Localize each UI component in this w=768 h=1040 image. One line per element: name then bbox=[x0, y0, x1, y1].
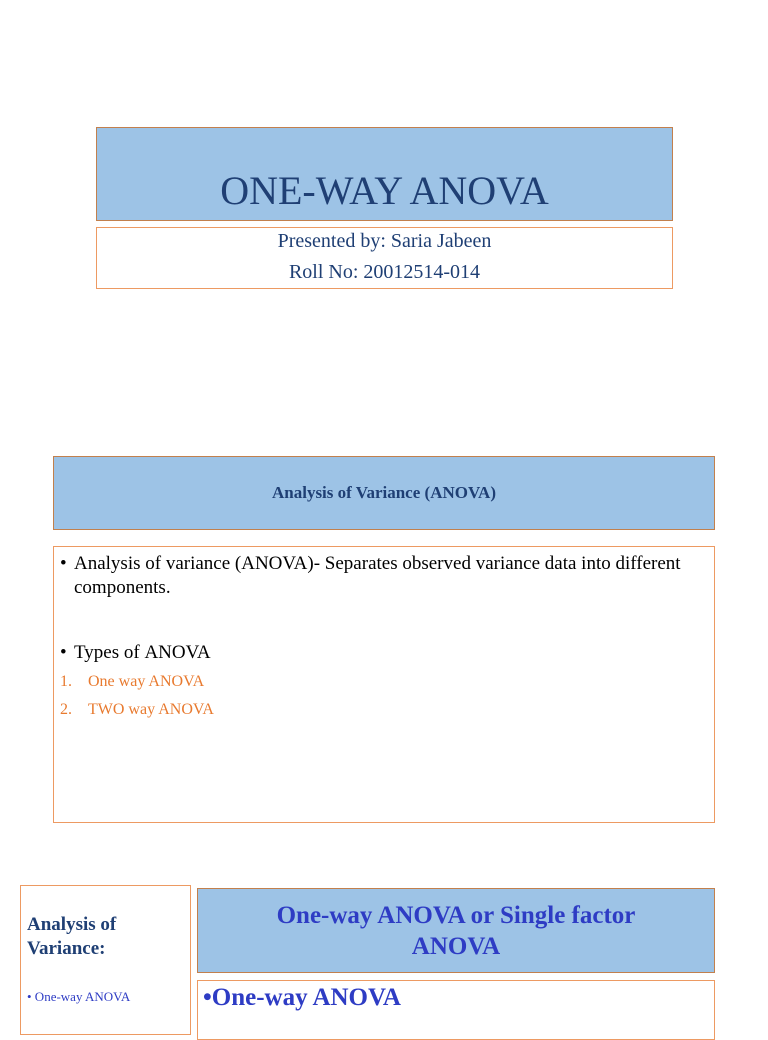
anova-content-box bbox=[53, 546, 715, 823]
list-item bbox=[60, 701, 214, 719]
types-label-smallcaps: ANOVA bbox=[144, 642, 211, 663]
slide-title: ONE-WAY ANOVA bbox=[220, 168, 549, 213]
list-text: One way ANOVA bbox=[88, 673, 205, 690]
oneway-section-header bbox=[197, 888, 715, 973]
definition-bullet bbox=[60, 552, 706, 600]
bullet-icon: • bbox=[60, 642, 67, 663]
list-item bbox=[60, 673, 204, 691]
definition-text: Analysis of variance (ANOVA)- Separates observed variance data into different components. bbox=[74, 553, 681, 598]
section-heading: One-way ANOVA or Single factor ANOVA bbox=[276, 901, 636, 960]
list-text: TWO way ANOVA bbox=[88, 701, 214, 718]
title-slide-subtitle-box bbox=[96, 227, 673, 289]
oneway-content-box bbox=[197, 980, 715, 1040]
presenter-name: Presented by: Saria Jabeen bbox=[277, 230, 492, 252]
list-number: 2. bbox=[60, 701, 72, 718]
title-slide-header bbox=[96, 127, 673, 221]
anova-section-header bbox=[53, 456, 715, 530]
sidebar-panel bbox=[20, 885, 191, 1035]
bullet-icon: • bbox=[60, 553, 67, 574]
list-number: 1. bbox=[60, 673, 72, 690]
roll-number: Roll No: 20012514-014 bbox=[288, 261, 481, 283]
section-heading: Analysis of Variance (ANOVA) bbox=[271, 483, 496, 502]
sidebar-heading: Analysis of Variance: bbox=[27, 914, 117, 959]
types-label: Types of bbox=[74, 642, 145, 663]
sidebar-item: • One-way ANOVA bbox=[27, 989, 131, 1004]
oneway-bullet: •One-way ANOVA bbox=[203, 984, 401, 1011]
types-bullet bbox=[60, 641, 706, 665]
